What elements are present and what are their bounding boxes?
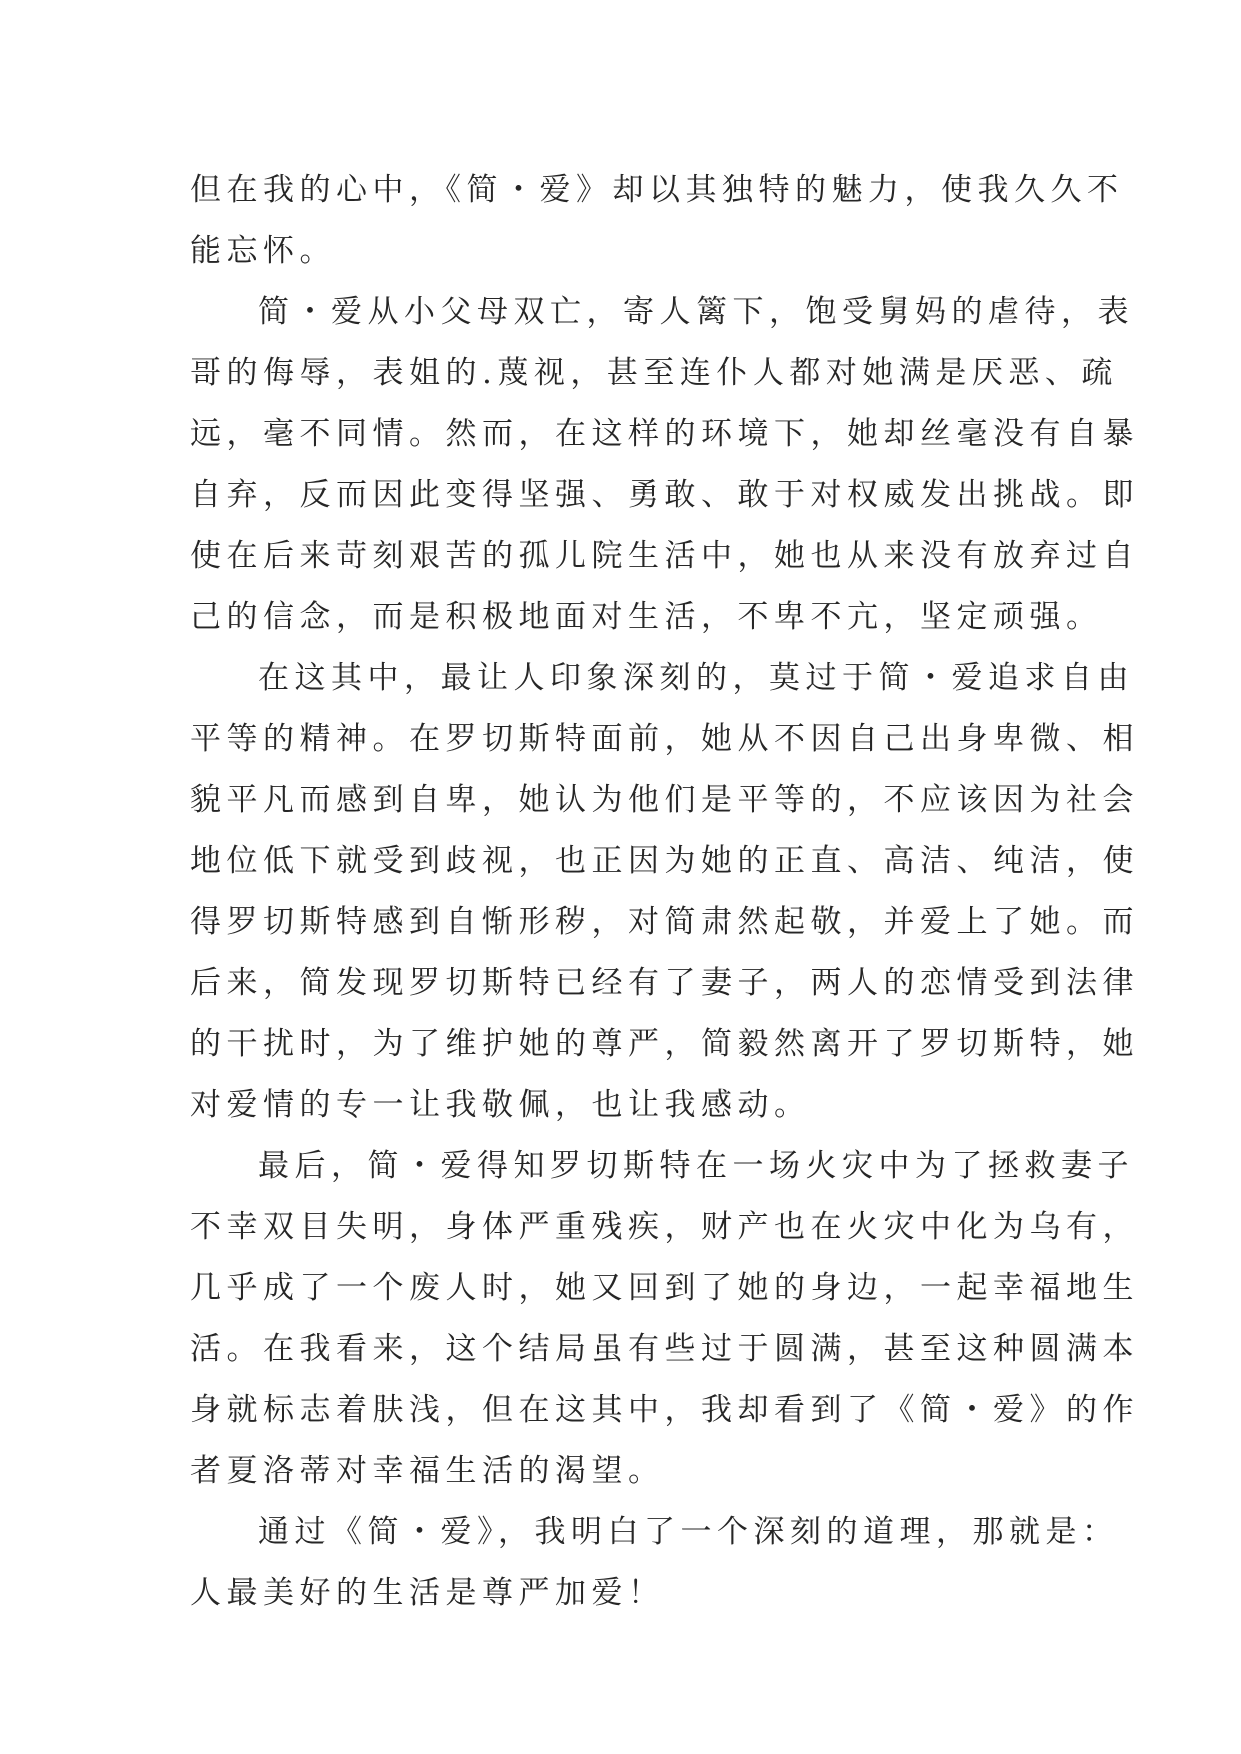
text-line: 简・爱从小父母双亡，寄人篱下，饱受舅妈的虐待，表 [258, 294, 1134, 330]
paragraph [190, 160, 1124, 282]
paragraph [190, 1136, 1139, 1502]
text-line: 的干扰时，为了维护她的尊严，简毅然离开了罗切斯特，她 [190, 1026, 1139, 1062]
text-line: 得罗切斯特感到自惭形秽，对简肃然起敬，并爱上了她。而 [190, 904, 1139, 940]
text-line: 己的信念，而是积极地面对生活，不卑不亢，坚定顽强。 [190, 599, 1103, 635]
text-line: 人最美好的生活是尊严加爱！ [190, 1575, 665, 1611]
text-line: 最后，简・爱得知罗切斯特在一场火灾中为了拯救妻子 [258, 1148, 1134, 1184]
text-line: 活。在我看来，这个结局虽有些过于圆满，甚至这种圆满本 [190, 1331, 1139, 1367]
text-line: 几乎成了一个废人时，她又回到了她的身边，一起幸福地生 [190, 1270, 1139, 1306]
text-line: 身就标志着肤浅，但在这其中，我却看到了《简・爱》的作 [190, 1392, 1139, 1428]
paragraph [190, 648, 1139, 1136]
text-line: 后来，简发现罗切斯特已经有了妻子，两人的恋情受到法律 [190, 965, 1139, 1001]
text-line: 平等的精神。在罗切斯特面前，她从不因自己出身卑微、相 [190, 721, 1139, 757]
text-line: 在这其中，最让人印象深刻的，莫过于简・爱追求自由 [258, 660, 1134, 696]
paragraph [190, 1502, 1119, 1624]
text-line: 地位低下就受到歧视，也正因为她的正直、高洁、纯洁，使 [190, 843, 1139, 879]
text-line: 对爱情的专一让我敬佩，也让我感动。 [190, 1087, 811, 1123]
document-body [190, 160, 1139, 1624]
text-line: 貌平凡而感到自卑，她认为他们是平等的，不应该因为社会 [190, 782, 1139, 818]
text-line: 哥的侮辱，表姐的.蔑视，甚至连仆人都对她满是厌恶、疏 [190, 355, 1118, 391]
paragraph [190, 282, 1139, 648]
text-line: 能忘怀。 [190, 233, 336, 269]
text-line: 但在我的心中，《简・爱》却以其独特的魅力，使我久久不 [190, 172, 1124, 208]
text-line: 者夏洛蒂对幸福生活的渴望。 [190, 1453, 665, 1489]
text-line: 通过《简・爱》，我明白了一个深刻的道理，那就是： [258, 1514, 1119, 1550]
text-line: 不幸双目失明，身体严重残疾，财产也在火灾中化为乌有， [190, 1209, 1139, 1245]
text-line: 使在后来苛刻艰苦的孤儿院生活中，她也从来没有放弃过自 [190, 538, 1139, 574]
text-line: 自弃，反而因此变得坚强、勇敢、敢于对权威发出挑战。即 [190, 477, 1139, 513]
text-line: 远，毫不同情。然而，在这样的环境下，她却丝毫没有自暴 [190, 416, 1139, 452]
